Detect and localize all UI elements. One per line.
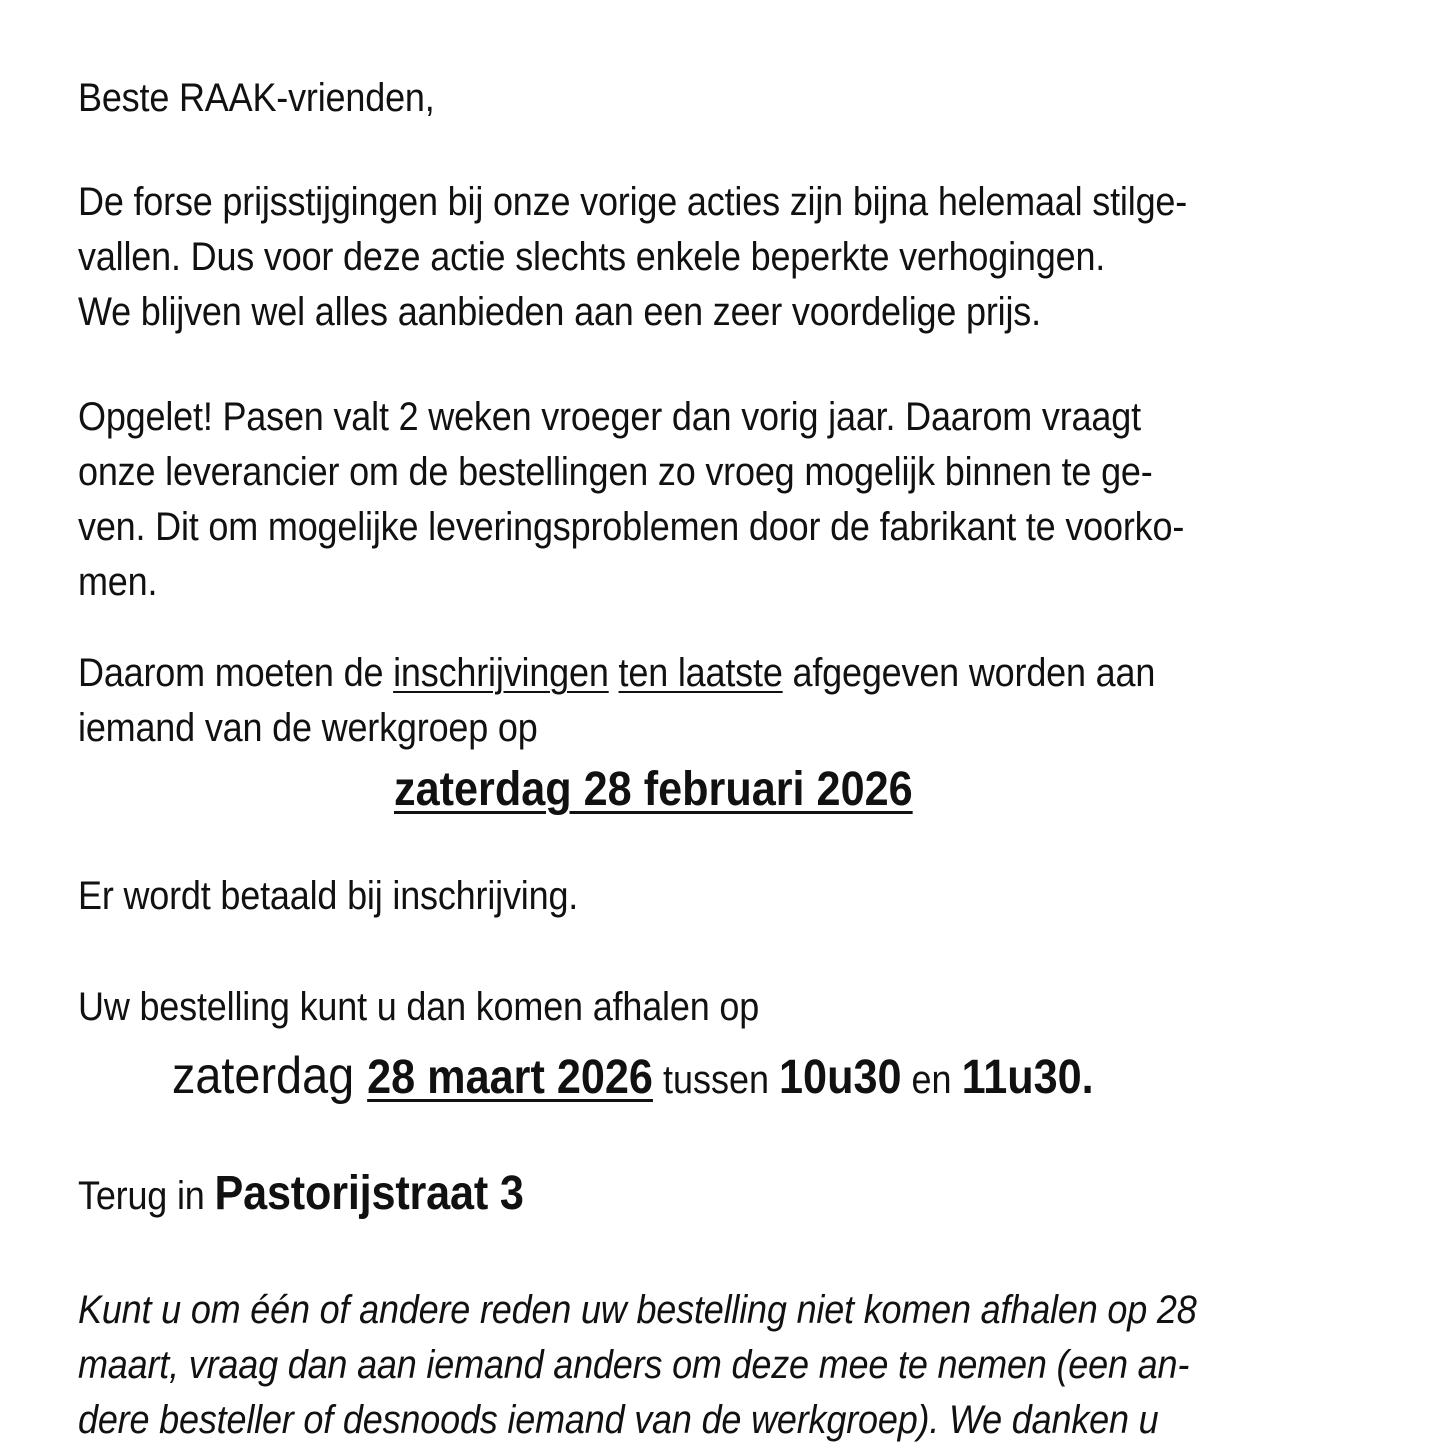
paragraph2-line3: ven. Dit om mogelijke leveringsproblemen door de fabrikant te voorko-: [78, 505, 1185, 549]
deadline-intro-underlined-ten-laatste: ten laatste: [618, 651, 783, 695]
paragraph2-line2: onze leverancier om de bestellingen zo vroeg mogelijk binnen te ge-: [78, 450, 1153, 494]
location-prefix: Terug in: [78, 1174, 215, 1218]
pickup-and: en: [901, 1058, 962, 1102]
italic-paragraph-line3: dere besteller of desnoods iemand van de werkgroep). We danken u: [78, 1398, 1159, 1442]
pickup-details: [172, 1044, 1094, 1121]
paragraph1-line3: We blijven wel alles aanbieden aan een zeer voordelige prijs.: [78, 290, 1041, 334]
pickup-start-time: 10u30: [779, 1051, 902, 1104]
pickup-day: zaterdag: [172, 1047, 368, 1105]
greeting: Beste RAAK-vrienden,: [78, 76, 435, 120]
deadline-date: zaterdag 28 februari 2026: [394, 763, 913, 816]
paragraph2-line1: Opgelet! Pasen valt 2 weken vroeger dan vorig jaar. Daarom vraagt: [78, 395, 1141, 439]
pickup-end-time: 11u30.: [961, 1051, 1094, 1104]
pickup-between: tussen: [652, 1058, 780, 1102]
pickup-intro: Uw bestelling kunt u dan komen afhalen op: [78, 985, 760, 1029]
deadline-intro-line1: [78, 645, 1155, 701]
paragraph2-line4: men.: [78, 560, 158, 604]
paragraph1-line2: vallen. Dus voor deze actie slechts enkele beperkte verhogingen.: [78, 235, 1106, 279]
deadline-intro-underlined-inschrijvingen: inschrijvingen: [393, 651, 609, 695]
location-address: Pastorijstraat 3: [214, 1167, 524, 1220]
deadline-intro-line2: iemand van de werkgroep op: [78, 706, 538, 750]
location-line: [78, 1166, 524, 1224]
deadline-intro-suffix: afgegeven worden aan: [782, 651, 1156, 695]
italic-paragraph-line2: maart, vraag dan aan iemand anders om deze mee te nemen (een an-: [78, 1343, 1190, 1387]
deadline-intro-prefix: Daarom moeten de: [78, 651, 394, 695]
pickup-date: 28 maart 2026: [367, 1051, 653, 1104]
payment-note: Er wordt betaald bij inschrijving.: [78, 874, 579, 918]
italic-paragraph-line1: Kunt u om één of andere reden uw bestelling niet komen afhalen op 28: [78, 1288, 1197, 1332]
deadline-intro-space: [609, 651, 619, 695]
paragraph1-line1: De forse prijsstijgingen bij onze vorige acties zijn bijna helemaal stilge-: [78, 180, 1188, 224]
